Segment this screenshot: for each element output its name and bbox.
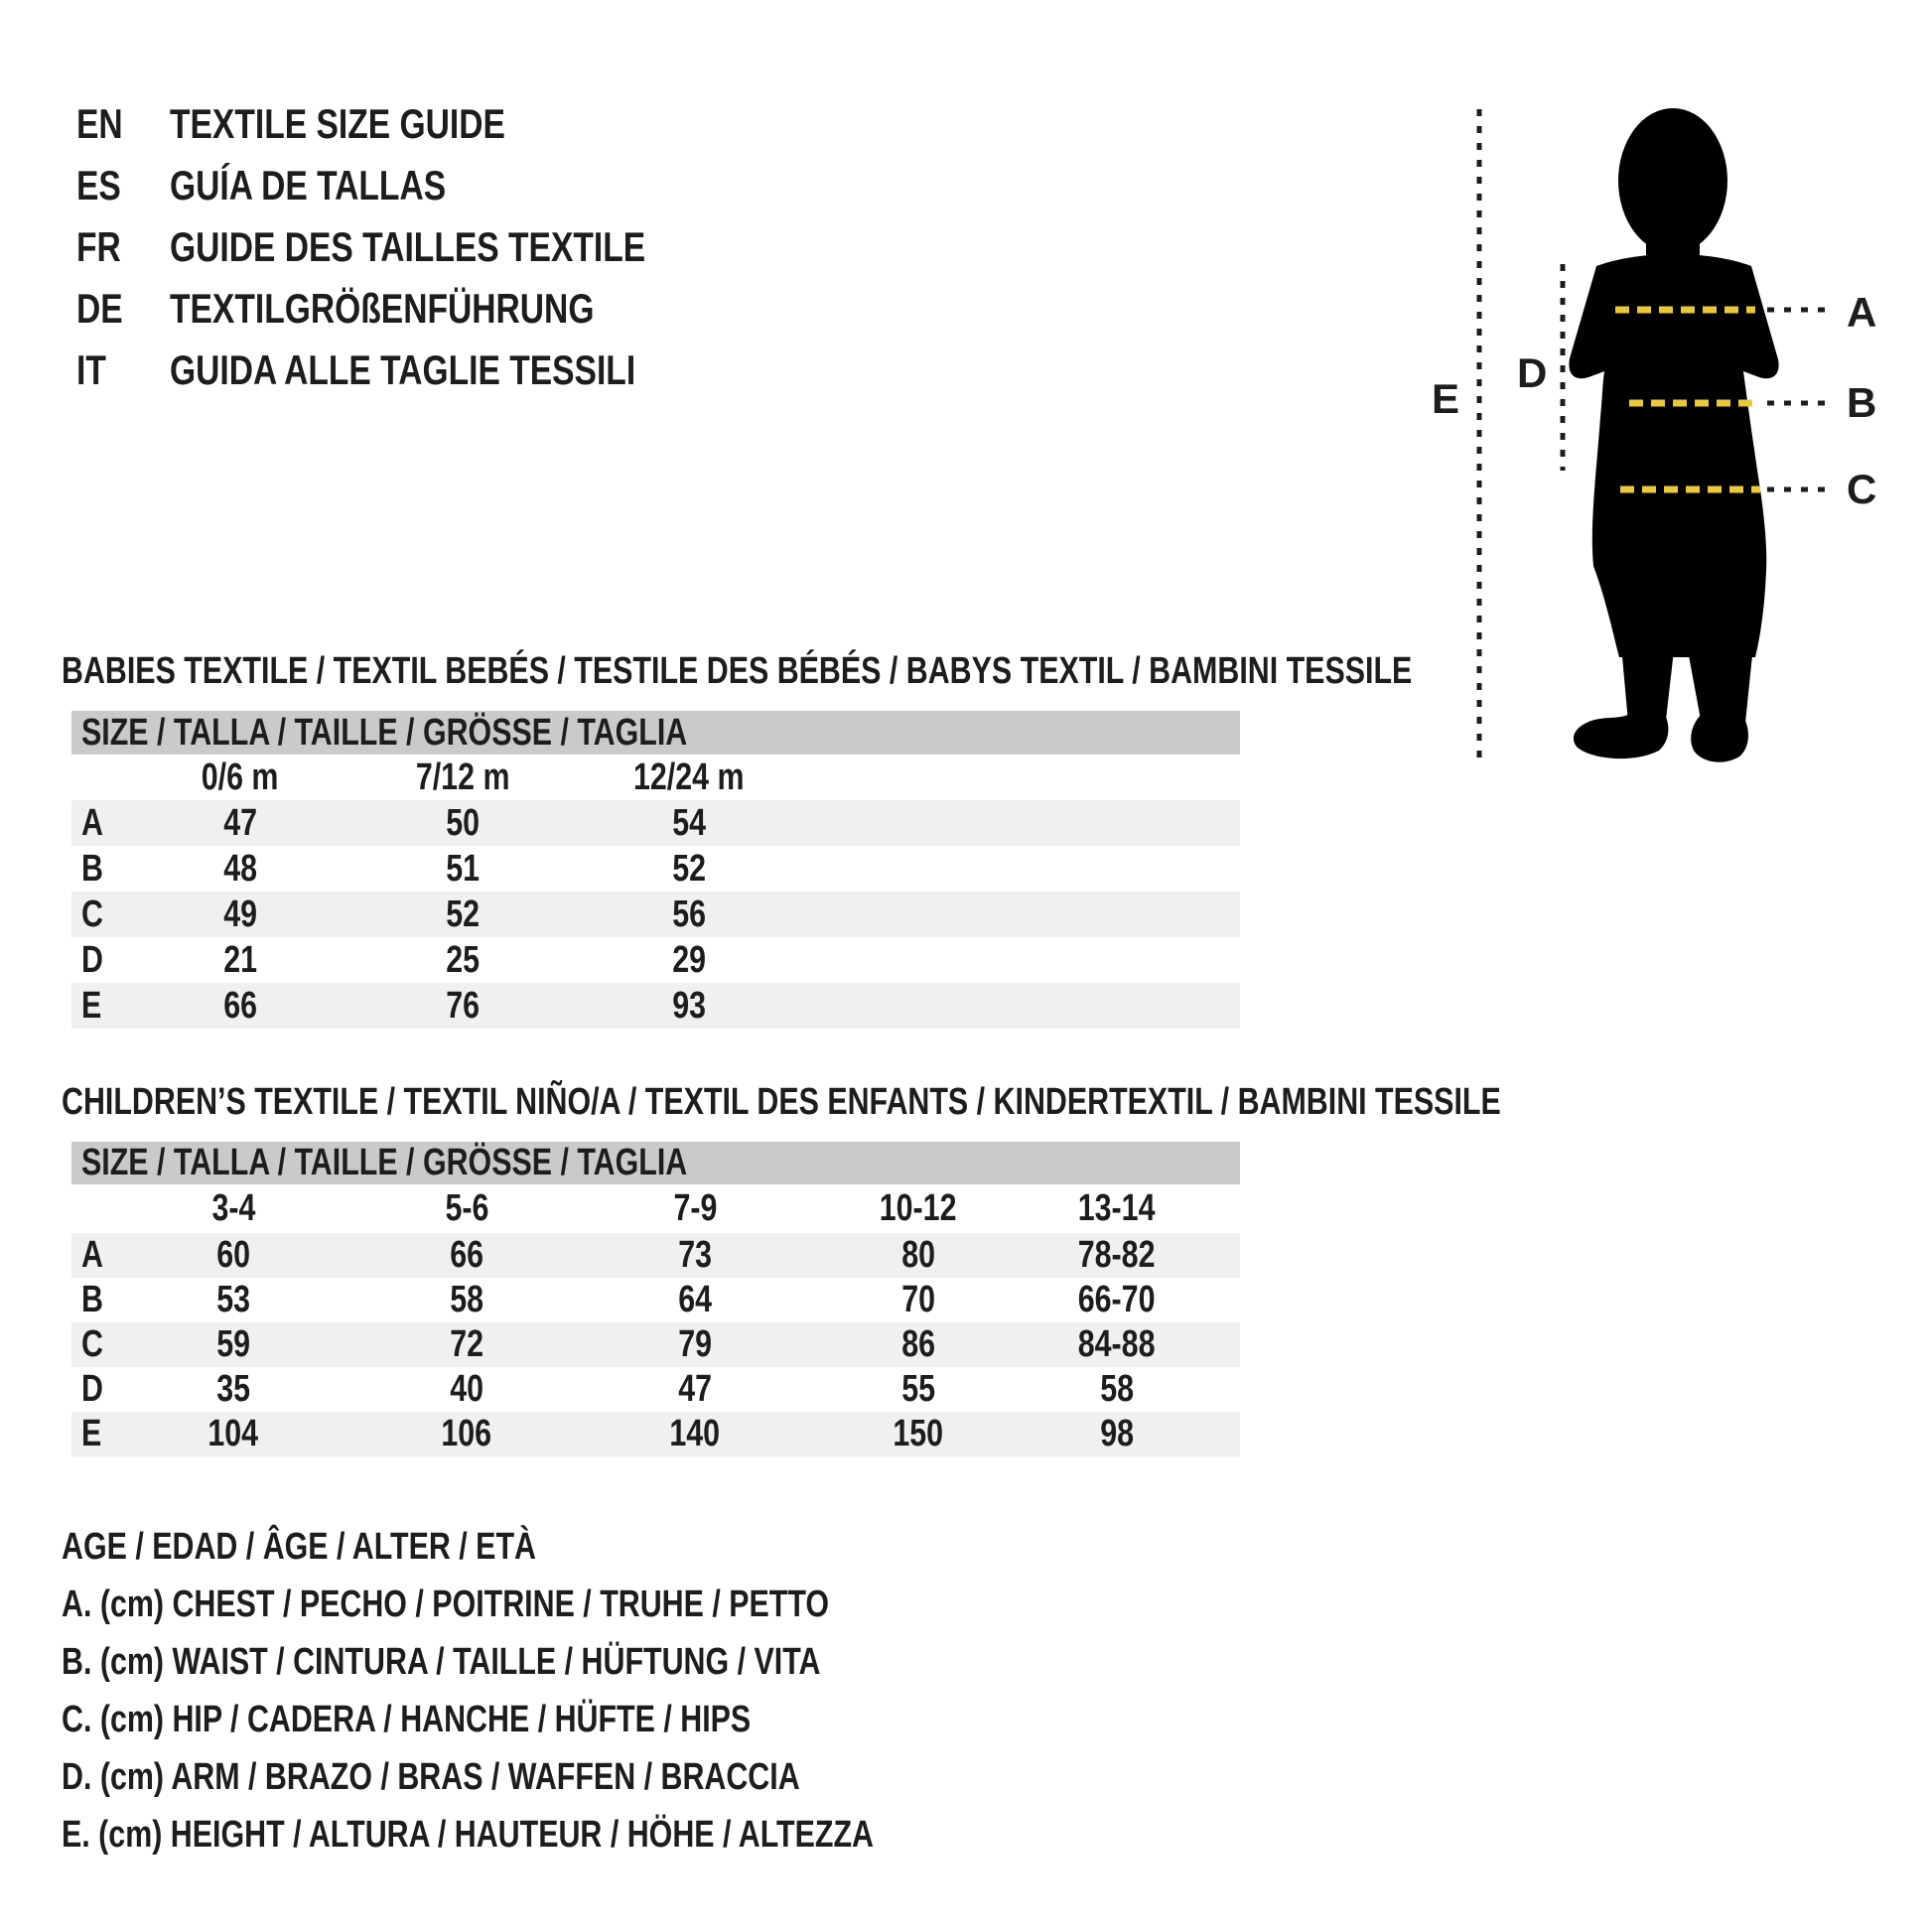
- measurement-legend: [62, 1518, 1076, 1863]
- cell: 48: [223, 848, 257, 890]
- legend-line-height: E. (cm) HEIGHT / ALTURA / HAUTEUR / HÖHE / ALTEZZA: [62, 1813, 874, 1856]
- cell: 140: [669, 1413, 721, 1454]
- measure-label-b: B: [1847, 379, 1877, 426]
- cell: 150: [893, 1413, 944, 1454]
- language-title: GUIDA ALLE TAGLIE TESSILI: [170, 346, 636, 393]
- column-header: 0/6 m: [202, 757, 279, 798]
- cell: 52: [672, 848, 706, 890]
- table-row: [71, 1322, 1240, 1367]
- cell: 72: [450, 1323, 483, 1365]
- row-label: B: [81, 1279, 103, 1320]
- language-code: DE: [76, 285, 123, 332]
- row-label: A: [81, 1234, 103, 1276]
- legend-line-chest: A. (cm) CHEST / PECHO / POITRINE / TRUHE / PETTO: [62, 1583, 830, 1625]
- cell: 21: [223, 939, 257, 981]
- language-code: IT: [76, 346, 106, 393]
- table-row: [71, 1278, 1240, 1322]
- cell: 40: [450, 1368, 483, 1410]
- measure-label-e: E: [1432, 375, 1460, 422]
- table-row: [71, 1367, 1240, 1412]
- legend-line-hip: C. (cm) HIP / CADERA / HANCHE / HÜFTE / HIPS: [62, 1698, 752, 1740]
- cell: 66: [450, 1234, 483, 1276]
- cell: 73: [678, 1234, 712, 1276]
- cell: 35: [216, 1368, 250, 1410]
- language-title: TEXTILE SIZE GUIDE: [170, 100, 505, 147]
- measure-label-d: D: [1517, 349, 1548, 396]
- cell: 25: [446, 939, 480, 981]
- cell: 49: [223, 894, 257, 935]
- language-title: GUIDE DES TAILLES TEXTILE: [170, 223, 646, 270]
- language-row: [76, 155, 764, 216]
- cell: 66-70: [1078, 1279, 1156, 1320]
- table-row: [71, 846, 1240, 892]
- cell: 84-88: [1078, 1323, 1156, 1365]
- cell: 59: [216, 1323, 250, 1365]
- cell: 47: [223, 802, 257, 844]
- column-header: 13-14: [1078, 1187, 1156, 1229]
- cell: 70: [901, 1279, 935, 1320]
- language-title: GUÍA DE TALLAS: [170, 162, 447, 208]
- row-label: B: [81, 848, 103, 890]
- babies-column-header-row: [71, 755, 1240, 800]
- column-header: 10-12: [880, 1187, 957, 1229]
- cell: 58: [1100, 1368, 1134, 1410]
- cell: 29: [672, 939, 706, 981]
- cell: 53: [216, 1279, 250, 1320]
- column-header: 7-9: [673, 1187, 717, 1229]
- row-label: A: [81, 802, 103, 844]
- cell: 66: [223, 985, 257, 1027]
- language-code: ES: [76, 162, 121, 208]
- column-header: 3-4: [211, 1187, 255, 1229]
- row-label: C: [81, 894, 103, 935]
- table-row: [71, 983, 1240, 1029]
- cell: 78-82: [1078, 1234, 1156, 1276]
- language-code: EN: [76, 100, 123, 147]
- table-row: [71, 892, 1240, 937]
- table-row: [71, 1233, 1240, 1278]
- language-title: TEXTILGRÖßENFÜHRUNG: [170, 285, 595, 332]
- measure-label-c: C: [1847, 466, 1877, 512]
- table-row: [71, 1412, 1240, 1456]
- row-label: C: [81, 1323, 103, 1365]
- language-row: [76, 216, 764, 278]
- language-row: [76, 278, 764, 340]
- cell: 52: [446, 894, 480, 935]
- legend-line-age: AGE / EDAD / ÂGE / ALTER / ETÀ: [62, 1525, 536, 1568]
- babies-size-header-bar: SIZE / TALLA / TAILLE / GRÖSSE / TAGLIA: [71, 711, 1240, 755]
- children-size-header-bar: SIZE / TALLA / TAILLE / GRÖSSE / TAGLIA: [71, 1142, 1240, 1184]
- language-code: FR: [76, 223, 121, 270]
- babies-section-title: BABIES TEXTILE / TEXTIL BEBÉS / TESTILE DES BÉBÉS / BABYS TEXTIL / BAMBINI TESSILE: [62, 650, 1413, 692]
- legend-line-arm: D. (cm) ARM / BRAZO / BRAS / WAFFEN / BRACCIA: [62, 1755, 800, 1798]
- cell: 80: [901, 1234, 935, 1276]
- cell: 104: [207, 1413, 259, 1454]
- legend-line-waist: B. (cm) WAIST / CINTURA / TAILLE / HÜFTUNG / VITA: [62, 1640, 821, 1683]
- language-row: [76, 93, 764, 155]
- cell: 86: [901, 1323, 935, 1365]
- row-label: D: [81, 939, 103, 981]
- children-section-title: CHILDREN’S TEXTILE / TEXTIL NIÑO/A / TEXTIL DES ENFANTS / KINDERTEXTIL / BAMBINI TESSILE: [62, 1081, 1501, 1123]
- cell: 64: [678, 1279, 712, 1320]
- table-row: [71, 937, 1240, 983]
- row-label: D: [81, 1368, 103, 1410]
- cell: 60: [216, 1234, 250, 1276]
- cell: 54: [672, 802, 706, 844]
- cell: 55: [901, 1368, 935, 1410]
- cell: 47: [678, 1368, 712, 1410]
- language-list: [76, 93, 764, 401]
- measure-label-a: A: [1847, 289, 1877, 336]
- cell: 76: [446, 985, 480, 1027]
- children-column-header-row: [71, 1184, 1240, 1233]
- column-header: 7/12 m: [415, 757, 510, 798]
- cell: 56: [672, 894, 706, 935]
- row-label: E: [81, 1413, 102, 1454]
- column-header: 5-6: [445, 1187, 488, 1229]
- row-label: E: [81, 985, 102, 1027]
- language-row: [76, 340, 764, 401]
- cell: 93: [672, 985, 706, 1027]
- table-row: [71, 800, 1240, 846]
- cell: 50: [446, 802, 480, 844]
- cell: 79: [678, 1323, 712, 1365]
- cell: 106: [441, 1413, 492, 1454]
- column-header: 12/24 m: [633, 757, 745, 798]
- cell: 98: [1100, 1413, 1134, 1454]
- cell: 51: [446, 848, 480, 890]
- cell: 58: [450, 1279, 483, 1320]
